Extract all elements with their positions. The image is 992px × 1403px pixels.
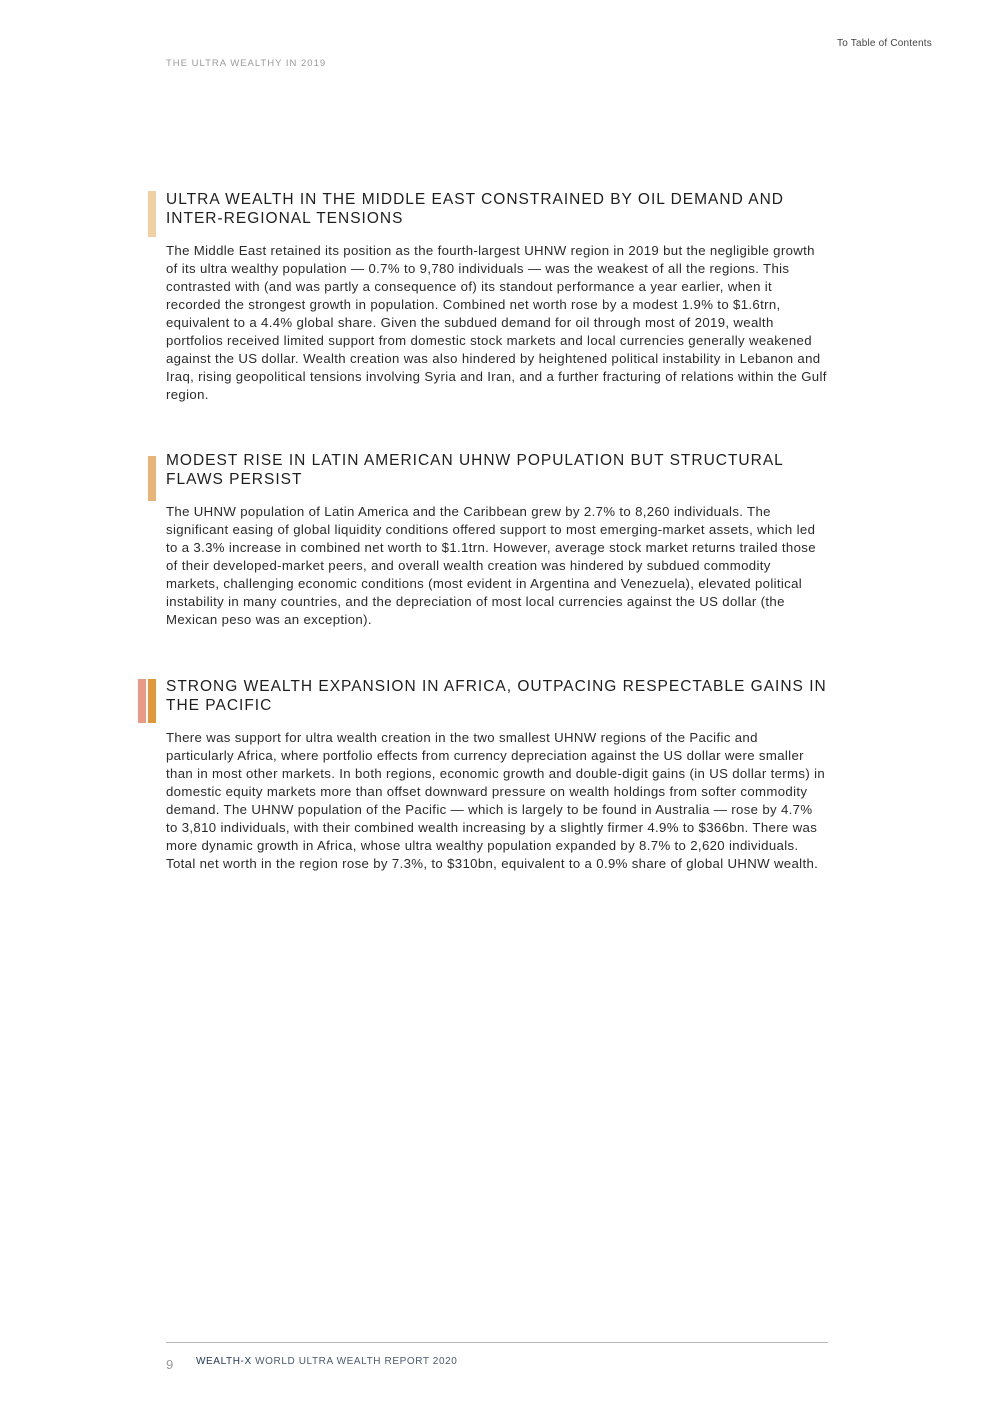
footer-brand: WEALTH-X [196, 1356, 252, 1367]
table-of-contents-link[interactable]: To Table of Contents [837, 38, 932, 49]
section-paragraph: The UHNW population of Latin America and the Caribbean grew by 2.7% to 8,260 individuals. The significant easing of global liquidity conditions offered support to most emerging-market assets, which led to a 3.3% increase in combined net worth to $1.1trn. However, average stock market returns trailed those of their developed-market peers, and overall wealth creation was hindered by subdued commodity markets, challenging economic conditions (most evident in Argentina and Venezuela), elevated political instability in many countries, and the depreciation of most local currencies against the US dollar (the Mexican peso was an exception). [166, 504, 816, 627]
running-header: THE ULTRA WEALTHY IN 2019 [166, 58, 327, 69]
section-accent-bar [148, 191, 156, 237]
footer-divider [166, 1342, 828, 1343]
section-paragraph: The Middle East retained its position as the fourth-largest UHNW region in 2019 but the negligible growth of its ultra wealthy population — 0.7% to 9,780 individuals — was the weakest of all the regions. This contrasted with (and was partly a consequence of) its standout performance a year earlier, when it recorded the strongest growth in population. Combined net worth rose by a modest 1.9% to $1.6trn, equivalent to a 4.4% global share. Given the subdued demand for oil through most of 2019, wealth portfolios received limited support from domestic stock markets and local currencies generally weakened against the US dollar. Wealth creation was also hindered by heightened political instability in Lebanon and Iraq, rising geopolitical tensions involving Syria and Iran, and a further fracturing of relations within the Gulf region. [166, 243, 827, 402]
page-number: 9 [166, 1357, 174, 1372]
footer-report-name: WORLD ULTRA WEALTH REPORT 2020 [255, 1356, 458, 1367]
section-middle-east [166, 191, 828, 404]
section-heading: MODEST RISE IN LATIN AMERICAN UHNW POPULATION BUT STRUCTURAL FLAWS PERSIST [166, 452, 784, 488]
section-paragraph: There was support for ultra wealth creation in the two smallest UHNW regions of the Pacific and particularly Africa, where portfolio effects from currency depreciation against the US dollar were smaller than in most other markets. In both regions, economic growth and double-digit gains (in US dollar terms) in domestic equity markets more than offset downward pressure on wealth holdings from softer commodity demand. The UHNW population of the Pacific — which is largely to be found in Australia — rose by 4.7% to 3,810 individuals, with their combined wealth increasing by a slightly firmer 4.9% to $366bn. There was more dynamic growth in Africa, whose ultra wealthy population expanded by 8.7% to 2,620 individuals. Total net worth in the region rose by 7.3%, to $310bn, equivalent to a 0.9% share of global UHNW wealth. [166, 730, 826, 871]
section-accent-bar-pacific [138, 679, 146, 723]
section-accent-bar [148, 456, 156, 501]
section-africa-pacific [166, 678, 828, 873]
section-heading: STRONG WEALTH EXPANSION IN AFRICA, OUTPACING RESPECTABLE GAINS IN THE PACIFIC [166, 678, 827, 714]
section-heading: ULTRA WEALTH IN THE MIDDLE EAST CONSTRAINED BY OIL DEMAND AND INTER-REGIONAL TENSIONS [166, 191, 784, 227]
footer-report-title [196, 1356, 457, 1367]
section-latin-america [166, 452, 828, 629]
section-accent-bar-africa [148, 679, 156, 723]
